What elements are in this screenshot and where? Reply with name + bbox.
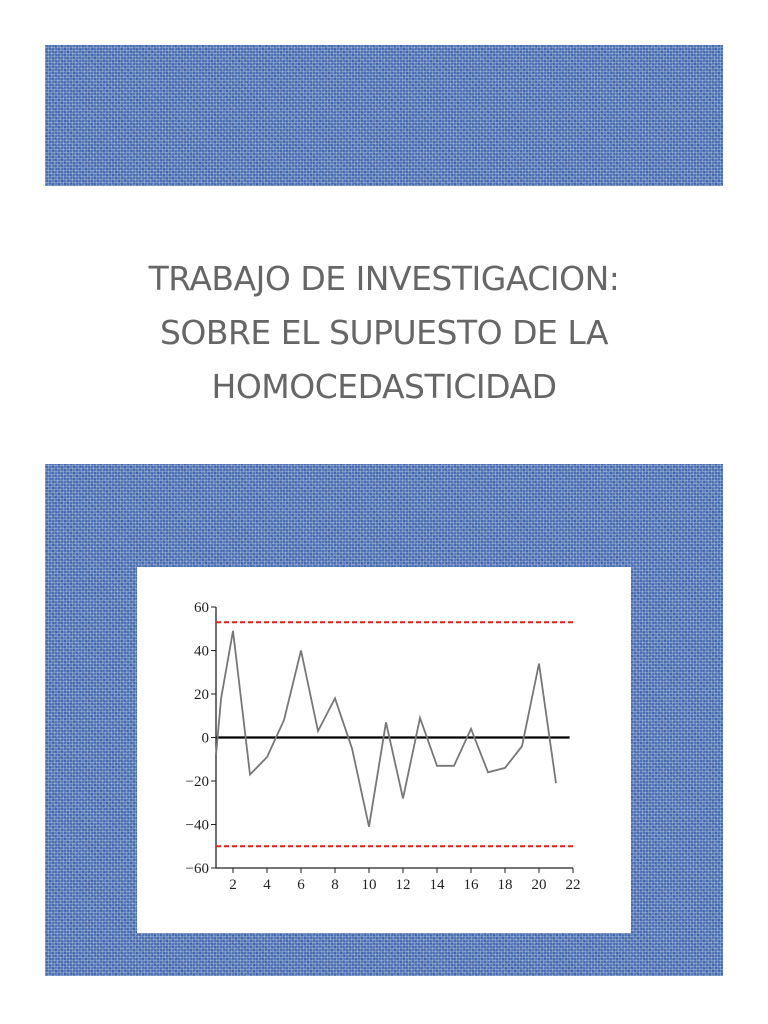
data-series-line: [216, 631, 556, 827]
x-tick-label: 8: [331, 877, 339, 893]
y-tick-label: −60: [185, 861, 209, 877]
x-tick-label: 12: [395, 877, 411, 893]
decorative-top-band: [45, 45, 723, 186]
y-tick-label: 20: [194, 687, 209, 703]
y-tick-label: −40: [185, 817, 209, 834]
title-line-2: SOBRE EL SUPUESTO DE LA: [159, 313, 609, 352]
y-tick-label: 60: [194, 600, 209, 616]
x-tick-label: 4: [263, 877, 271, 893]
title-line-1: TRABAJO DE INVESTIGACION:: [148, 259, 620, 298]
control-chart: [137, 567, 631, 933]
x-tick-label: 16: [463, 877, 479, 893]
y-tick-label: −20: [185, 774, 209, 790]
title-line-3: HOMOCEDASTICIDAD: [211, 367, 557, 406]
x-tick-label: 14: [429, 877, 445, 893]
y-tick-label: 40: [194, 643, 209, 660]
chart-card: [137, 567, 631, 933]
x-tick-label: 6: [297, 877, 305, 893]
x-tick-label: 18: [497, 877, 513, 893]
x-tick-label: 22: [565, 877, 581, 893]
x-tick-label: 2: [229, 877, 237, 893]
y-tick-label: 0: [201, 730, 209, 747]
x-tick-label: 20: [531, 877, 547, 893]
x-tick-label: 10: [361, 877, 377, 893]
page-title: [45, 252, 723, 414]
